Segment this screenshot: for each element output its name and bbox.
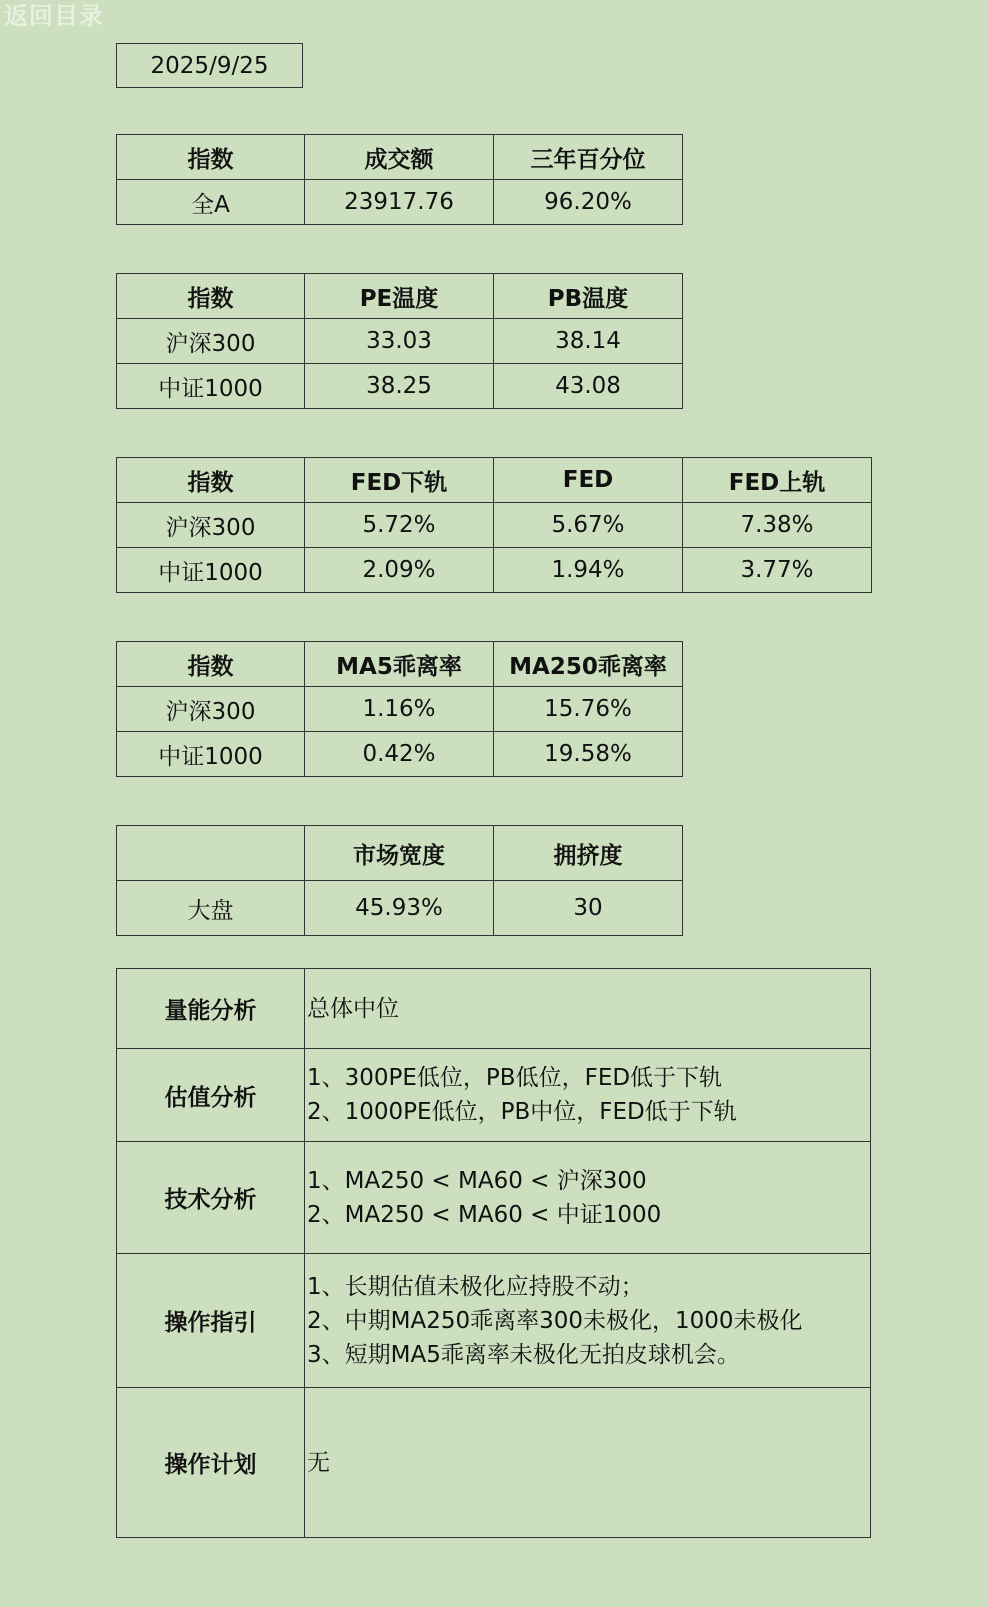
ma-deviation-table bbox=[116, 641, 683, 777]
analysis-row-plan bbox=[117, 1388, 871, 1538]
header-cell bbox=[117, 826, 305, 881]
table-header-row bbox=[117, 135, 683, 180]
content-line: 无 bbox=[307, 1449, 330, 1476]
content-line: 2、中期MA250乖离率300未极化，1000未极化 bbox=[307, 1307, 803, 1334]
table-cell: 45.93% bbox=[305, 881, 494, 936]
table-cell: 15.76% bbox=[494, 687, 683, 732]
table-cell: 沪深300 bbox=[117, 503, 305, 548]
table-row bbox=[117, 548, 872, 593]
analysis-row-technical bbox=[117, 1142, 871, 1254]
header-cell: 指数 bbox=[117, 135, 305, 180]
table-cell: 38.25 bbox=[305, 364, 494, 409]
table-cell: 大盘 bbox=[117, 881, 305, 936]
header-cell: 三年百分位 bbox=[494, 135, 683, 180]
table-cell: 23917.76 bbox=[305, 180, 494, 225]
content-line: 2、1000PE低位，PB中位，FED低于下轨 bbox=[307, 1099, 737, 1125]
table-cell: 30 bbox=[494, 881, 683, 936]
header-cell: PB温度 bbox=[494, 274, 683, 319]
row-label: 技术分析 bbox=[117, 1142, 305, 1254]
report-date: 2025/9/25 bbox=[116, 43, 303, 88]
header-cell: 拥挤度 bbox=[494, 826, 683, 881]
content-line: 1、300PE低位，PB低位，FED低于下轨 bbox=[307, 1065, 723, 1091]
header-cell: PE温度 bbox=[305, 274, 494, 319]
table-cell: 2.09% bbox=[305, 548, 494, 593]
back-to-index-link[interactable]: 返回目录 bbox=[4, 2, 104, 30]
header-cell: 成交额 bbox=[305, 135, 494, 180]
row-label: 估值分析 bbox=[117, 1049, 305, 1142]
table-cell: 7.38% bbox=[683, 503, 872, 548]
header-cell: 市场宽度 bbox=[305, 826, 494, 881]
analysis-row-volume bbox=[117, 969, 871, 1049]
market-breadth-table bbox=[116, 825, 683, 936]
valuation-temperature-table bbox=[116, 273, 683, 409]
table-cell: 0.42% bbox=[305, 732, 494, 777]
table-header-row bbox=[117, 642, 683, 687]
header-cell: FED下轨 bbox=[305, 458, 494, 503]
table-cell: 33.03 bbox=[305, 319, 494, 364]
table-row bbox=[117, 319, 683, 364]
content-line: 2、MA250 < MA60 < 中证1000 bbox=[307, 1201, 662, 1228]
turnover-table bbox=[116, 134, 683, 225]
row-label: 量能分析 bbox=[117, 969, 305, 1049]
content-line: 3、短期MA5乖离率未极化无拍皮球机会。 bbox=[307, 1341, 740, 1368]
table-cell: 96.20% bbox=[494, 180, 683, 225]
table-cell: 3.77% bbox=[683, 548, 872, 593]
header-cell: MA5乖离率 bbox=[305, 642, 494, 687]
analysis-row-guidance bbox=[117, 1254, 871, 1388]
analysis-table bbox=[116, 968, 871, 1538]
table-cell: 全A bbox=[117, 180, 305, 225]
table-row bbox=[117, 364, 683, 409]
table-header-row bbox=[117, 274, 683, 319]
table-cell: 沪深300 bbox=[117, 319, 305, 364]
table-cell: 1.16% bbox=[305, 687, 494, 732]
table-cell: 中证1000 bbox=[117, 732, 305, 777]
fed-table bbox=[116, 457, 872, 593]
table-row bbox=[117, 881, 683, 936]
row-content bbox=[305, 1254, 871, 1388]
row-content bbox=[305, 1388, 871, 1538]
table-row bbox=[117, 503, 872, 548]
table-cell: 43.08 bbox=[494, 364, 683, 409]
header-cell: 指数 bbox=[117, 642, 305, 687]
table-header-row bbox=[117, 826, 683, 881]
content-line: 总体中位 bbox=[307, 995, 399, 1022]
table-cell: 1.94% bbox=[494, 548, 683, 593]
header-cell: FED上轨 bbox=[683, 458, 872, 503]
row-label: 操作指引 bbox=[117, 1254, 305, 1388]
table-cell: 中证1000 bbox=[117, 548, 305, 593]
table-cell: 38.14 bbox=[494, 319, 683, 364]
table-row bbox=[117, 180, 683, 225]
table-cell: 沪深300 bbox=[117, 687, 305, 732]
row-content bbox=[305, 1049, 871, 1142]
table-cell: 中证1000 bbox=[117, 364, 305, 409]
header-cell: 指数 bbox=[117, 274, 305, 319]
table-header-row bbox=[117, 458, 872, 503]
table-cell: 5.67% bbox=[494, 503, 683, 548]
table-row bbox=[117, 687, 683, 732]
row-content bbox=[305, 1142, 871, 1254]
table-cell: 5.72% bbox=[305, 503, 494, 548]
header-cell: FED bbox=[494, 458, 683, 503]
analysis-row-valuation bbox=[117, 1049, 871, 1142]
row-content bbox=[305, 969, 871, 1049]
content-line: 1、长期估值未极化应持股不动； bbox=[307, 1273, 644, 1300]
row-label: 操作计划 bbox=[117, 1388, 305, 1538]
header-cell: MA250乖离率 bbox=[494, 642, 683, 687]
table-cell: 19.58% bbox=[494, 732, 683, 777]
content-line: 1、MA250 < MA60 < 沪深300 bbox=[307, 1167, 647, 1194]
header-cell: 指数 bbox=[117, 458, 305, 503]
table-row bbox=[117, 732, 683, 777]
